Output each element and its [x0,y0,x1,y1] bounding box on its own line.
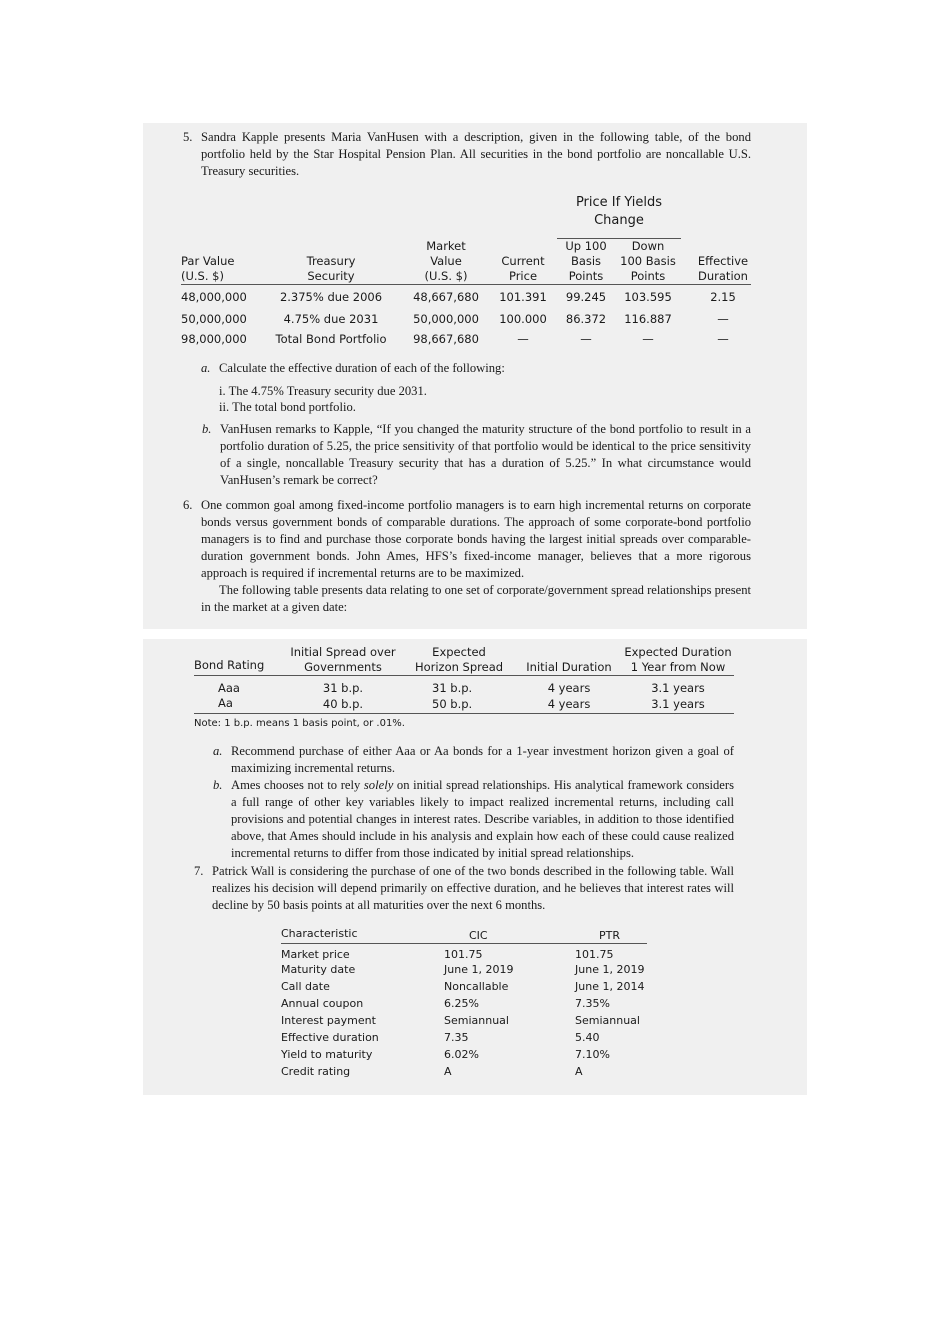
cic-cell: 7.35 [444,1031,469,1044]
cic-cell: June 1, 2019 [444,963,514,976]
question-5a [201,360,751,377]
col-market-value: Market Value (U.S. $) [403,239,489,285]
characteristic-cell: Call date [281,980,330,993]
table-row [281,995,647,1012]
spread-table-note: Note: 1 b.p. means 1 basis point, or .01%. [194,718,405,729]
cic-cell: Semiannual [444,1014,509,1027]
question-6b [213,777,734,862]
question-6b-label: b. [213,778,223,792]
question-5a-i: i. The 4.75% Treasury security due 2031. [219,384,427,398]
question-5a-ii: ii. The total bond portfolio. [219,400,356,414]
question-6a-text: Recommend purchase of either Aaa or Aa bonds for a 1-year investment horizon given a goal of maximizing incremental returns. [231,744,734,775]
question-5 [183,129,751,180]
question-7-text: Patrick Wall is considering the purchase of one of the two bonds described in the following table. Wall realizes his decision will depend primarily on effective duration, and he believes that interest rates will decline by 50 basis points at all maturities over the next 6 months. [212,864,734,912]
question-6b-text: Ames chooses not to rely solely on initial spread relationships. His analytical framework considers a full range of other key variables likely to impact realized incremental returns, including call provisions and potential changes in interest rates. Describe variables, in addition to those identified above, that Ames should include in his analysis and explain how each of these could cause realized incremental returns to differ from those indicated by initial spread relationships. [231,778,734,860]
question-7 [194,863,734,914]
ptr-cell: June 1, 2019 [575,963,645,976]
table-row: 98,000,000 Total Bond Portfolio 98,667,680 — — — — [181,331,729,346]
col-expected-horizon-spread: Expected Horizon Spread [402,645,516,676]
table-row [281,1029,647,1046]
ptr-cell: 5.40 [575,1031,600,1044]
ptr-cell: A [575,1065,583,1078]
characteristic-cell: Annual coupon [281,997,364,1010]
characteristic-cell: Interest payment [281,1014,376,1027]
characteristic-cell: Credit rating [281,1065,351,1078]
cic-cell: 6.25% [444,997,479,1010]
question-5b-label: b. [202,422,212,436]
ptr-cell: 7.35% [575,997,610,1010]
question-6a [213,743,734,777]
col-treasury-security: Treasury Security [259,239,403,285]
question-6-text-2: The following table presents data relating to one set of corporate/government spread relationships present in the market at a given date: [201,583,751,614]
characteristic-cell: Market price [281,948,350,961]
col-characteristic: Characteristic [281,926,444,944]
question-7-number: 7. [194,864,204,878]
characteristic-cell: Effective duration [281,1031,379,1044]
question-6-number: 6. [183,498,193,512]
spread-table [194,645,734,714]
question-5a-text: Calculate the effective duration of each of the following: [219,361,505,375]
col-ptr: PTR [575,926,647,944]
cic-cell: 6.02% [444,1048,479,1061]
table-row: Aaa 31 b.p. 31 b.p. 4 years 3.1 years [218,680,705,695]
col-down-100: Down 100 Basis Points [615,239,681,285]
cic-cell: A [444,1065,452,1078]
col-initial-spread: Initial Spread over Governments [284,645,402,676]
question-5-text: Sandra Kapple presents Maria VanHusen with a description, given in the following table, of the bond portfolio held by the Star Hospital Pension Plan. All securities in the bond portfolio are noncallable U.S. Treasury securities. [201,130,751,178]
cic-cell: Noncallable [444,980,509,993]
question-6-text: One common goal among fixed-income portfolio managers is to earn high incremental returns on corporate bonds versus government bonds of comparable durations. The approach of some corporate-bond portfolio managers is to find and purchase those corporate bonds having the largest initial spreads over comparable-duration government bonds. John Ames, HFS’s fixed-income manager, believes that a more rigorous approach is required if incremental returns are to be maximized. [201,498,751,580]
col-current-price: Current Price [489,239,557,285]
table-row: Aa 40 b.p. 50 b.p. 4 years 3.1 years [194,696,734,714]
question-5b-text: VanHusen remarks to Kapple, “If you changed the maturity structure of the bond portfolio to result in a portfolio duration of 5.25, the price sensitivity of that portfolio would be identical to the price sensitivity of a single, noncallable Treasury security that has a duration of 5.25.” In what circumstance would VanHusen’s remark be correct? [220,422,751,487]
cic-cell: 101.75 [444,948,483,961]
table-row [281,978,647,995]
table-row [281,961,647,978]
col-par-value: Par Value (U.S. $) [181,239,259,285]
table-row [281,1012,647,1029]
table-row [281,1046,647,1063]
col-bond-rating: Bond Rating [194,645,284,676]
bond-characteristics-table [281,926,647,1080]
price-change-group-header: Price If Yields Change [557,194,681,239]
col-initial-duration: Initial Duration [516,645,622,676]
question-6 [183,497,751,616]
table-row [281,1063,647,1080]
question-5b [202,421,751,489]
bond-portfolio-table [181,194,751,349]
table-row: 48,000,000 2.375% due 2006 48,667,680 101.391 99.245 103.595 2.15 [181,289,736,304]
ptr-cell: June 1, 2014 [575,980,645,993]
question-5-number: 5. [183,130,193,144]
characteristic-cell: Maturity date [281,963,356,976]
ptr-cell: 7.10% [575,1048,610,1061]
table-row: 50,000,000 4.75% due 2031 50,000,000 100.000 86.372 116.887 — [181,311,729,326]
ptr-cell: Semiannual [575,1014,640,1027]
characteristic-cell: Yield to maturity [281,1048,373,1061]
question-5a-label: a. [201,361,211,375]
table-row [281,944,647,962]
col-up-100: Up 100 Basis Points [557,239,615,285]
col-effective-duration: Effective Duration [681,239,751,285]
col-cic: CIC [444,926,575,944]
ptr-cell: 101.75 [575,948,614,961]
col-expected-duration: Expected Duration 1 Year from Now [622,645,734,676]
question-6a-label: a. [213,744,223,758]
